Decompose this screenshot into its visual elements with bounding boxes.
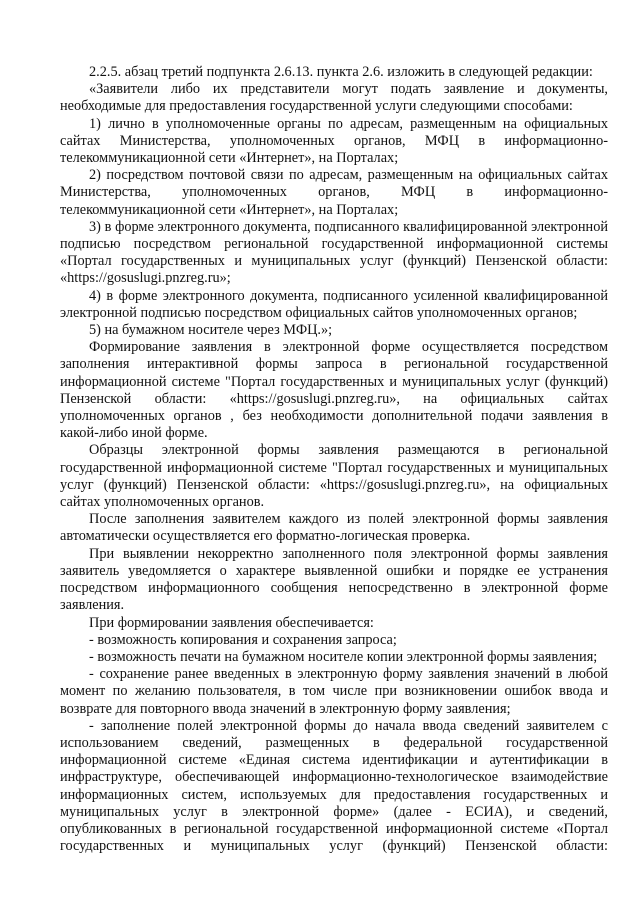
list-item-prefill-esia: - заполнение полей электронной формы до начала ввода сведений заявителем с использованием сведений, размещенных в федеральной государственной информационной системе «Единая система идентификации и аутентификации в инфраструктуре, обеспечивающей информационно-технологическое взаимодействие информационных систем, используемых для предоставления государственных и муниципальных услуг в электронной форме» (далее - ЕСИА), и сведений, опубликованных в региональной государственной информационной системе «Портал государственных и муниципальных услуг (функций) Пензенской области:: [60, 717, 608, 855]
paragraph-format-check: После заполнения заявителем каждого из полей электронной формы заявления автоматически осуществляется его форматно-логическая проверка.: [60, 511, 608, 545]
paragraph-form-samples: Образцы электронной формы заявления размещаются в региональной государственной информационной системе "Портал государственных и муниципальных услуг (функций) Пензенской области: «https://gosuslugi.pnzreg.ru», на официальных сайтах уполномоченных органов.: [60, 442, 608, 511]
paragraph-method-postal: 2) посредством почтовой связи по адресам, размещенным на официальных сайтах Министерства, уполномоченных органов, МФЦ в информационно-телекоммуникационной сети «Интернет», на Порталах;: [60, 167, 608, 218]
paragraph-method-paper-mfc: 5) на бумажном носителе через МФЦ.»;: [89, 322, 333, 339]
paragraph-method-official-sites: 4) в форме электронного документа, подписанного усиленной квалифицированной электронной подписью посредством официальных сайтов уполномоченных органов;: [60, 287, 608, 321]
list-item-print: - возможность печати на бумажном носителе копии электронной формы заявления;: [89, 648, 598, 665]
paragraph-amendment-header: 2.2.5. абзац третий подпункта 2.6.13. пункта 2.6. изложить в следующей редакции:: [89, 64, 593, 80]
paragraph-method-in-person: 1) лично в уполномоченные органы по адресам, размещенным на официальных сайтах Министерства, уполномоченных органов, МФЦ в информационно-телекоммуникационной сети «Интернет», на Порталах;: [60, 115, 608, 167]
list-item-save-values: - сохранение ранее введенных в электронную форму заявления значений в любой момент по желанию пользователя, в том числе при возникновении ошибок ввода и возврате для повторного ввода значений в электронную форму заявления;: [60, 666, 608, 717]
paragraph-method-regional-portal: 3) в форме электронного документа, подписанного квалифицированной электронной подписью посредством региональной государственной информационной системы «Портал государственных и муниципальных услуг (функций) Пензенской области: «https://gosuslugi.pnzreg.ru»;: [60, 218, 608, 287]
paragraph-provided-features: При формировании заявления обеспечивается:: [89, 614, 374, 631]
paragraph-submission-intro: «Заявители либо их представители могут подать заявление и документы, необходимые для предоставления государственной услуги следующими способами:: [60, 81, 608, 115]
paragraph-electronic-form-creation: Формирование заявления в электронной форме осуществляется посредством заполнения интерактивной формы запроса в региональной государственной информационной системе "Портал государственных и муниципальных услуг (функций) Пензенской области: «https://gosuslugi.pnzreg.ru», на официальных сайтах уполномоченных органов , без необходимости дополнительной подачи заявления в какой-либо иной форме.: [60, 339, 608, 442]
document-page: [60, 64, 608, 855]
paragraph-error-notification: При выявлении некорректно заполненного поля электронной формы заявления заявитель уведомляется о характере выявленной ошибки и порядке ее устранения посредством информационного сообщения непосредственно в электронной форме заявления.: [60, 545, 608, 614]
list-item-copy-save: - возможность копирования и сохранения запроса;: [89, 631, 397, 648]
